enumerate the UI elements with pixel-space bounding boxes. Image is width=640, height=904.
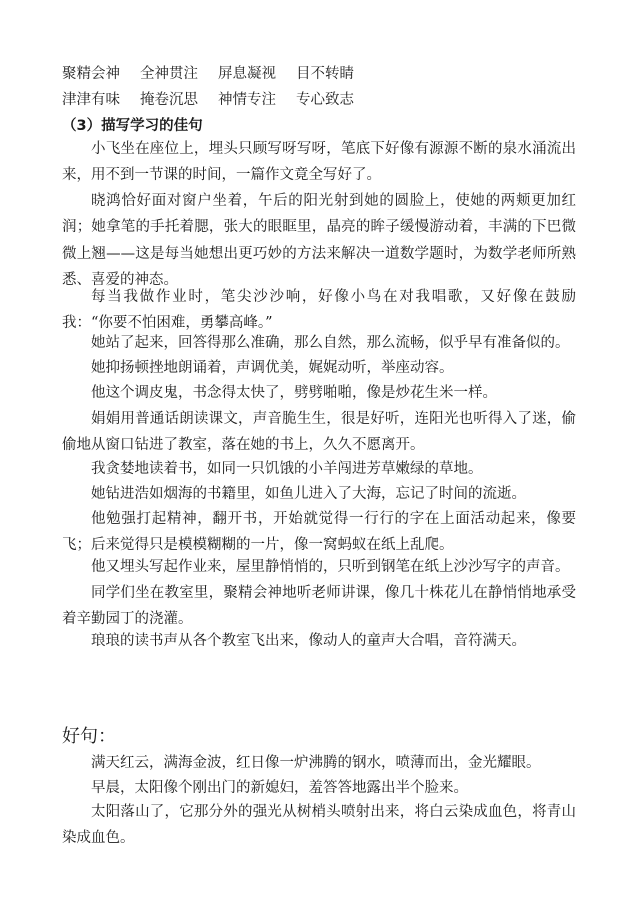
idiom: 聚精会神 (62, 66, 120, 82)
idiom: 全神贯注 (140, 66, 198, 82)
idiom: 屏息凝视 (218, 66, 276, 82)
paragraph: 他又埋头写起作业来，屋里静悄悄的，只听到钢笔在纸上沙沙写字的声音。 (91, 559, 570, 575)
paragraph: 她钻进浩如烟海的书籍里，如鱼儿进入了大海，忘记了时间的流逝。 (91, 486, 526, 502)
paragraph: 每当我做作业时，笔尖沙沙响，好像小鸟在对我唱歌，又好像在鼓励我：“你要不怕困难，勇攀高峰。” (62, 289, 576, 332)
paragraph: 我贪婪地读着书，如同一只饥饿的小羊闯进芳草嫩绿的草地。 (91, 461, 483, 477)
paragraph: 同学们坐在教室里，聚精会神地听老师讲课，像几十株花儿在静悄悄地承受着辛勤园丁的浇灌。 (62, 585, 576, 628)
good-sentences-heading: 好句： (62, 726, 116, 747)
paragraph: 他勉强打起精神，翻开书，开始就觉得一行行的字在上面活动起来，像要飞；后来觉得只是模模糊糊的一片，像一窝蚂蚁在纸上乱爬。 (62, 511, 576, 554)
paragraph: 小飞坐在座位上，埋头只顾写呀写呀，笔底下好像有源源不断的泉水涌流出来，用不到一节课的时间，一篇作文竟全写好了。 (62, 141, 576, 184)
idiom: 津津有味 (62, 92, 120, 108)
idiom: 神情专注 (218, 92, 276, 108)
idiom: 掩卷沉思 (140, 92, 198, 108)
idiom: 专心致志 (296, 92, 354, 108)
paragraph: 琅琅的读书声从各个教室飞出来，像动人的童声大合唱，音符满天。 (91, 633, 526, 649)
idiom-row-1 (62, 64, 374, 84)
paragraph: 她站了起来，回答得那么准确，那么自然，那么流畅，似乎早有准备似的。 (91, 335, 570, 351)
paragraph: 她抑扬顿挫地朗诵着，声调优美，娓娓动听，举座动容。 (91, 360, 454, 376)
paragraph: 他这个调皮鬼，书念得太快了，劈劈啪啪，像是炒花生米一样。 (91, 385, 497, 401)
paragraph: 太阳落山了，它那分外的强光从树梢头喷射出来，将白云染成血色，将青山染成血色。 (62, 804, 576, 847)
paragraph: 满天红云，满海金波，红日像一炉沸腾的钢水，喷薄而出，金光耀眼。 (91, 755, 541, 771)
section-heading: （3）描写学习的佳句 (62, 118, 203, 134)
idiom: 目不转睛 (296, 66, 354, 82)
paragraph: 晓鸿恰好面对窗户坐着，午后的阳光射到她的圆脸上，使她的两颊更加红润；她拿笔的手托着腮，张大的眼眶里，晶亮的眸子缓慢游动着，丰满的下巴微微上翘——这是每当她想出更巧妙的方法来解决一道数学题时，为数学老师所熟悉、喜爱的神态。 (62, 193, 576, 289)
paragraph: 早晨，太阳像个刚出门的新媳妇，羞答答地露出半个脸来。 (91, 780, 468, 796)
idiom-row-2 (62, 90, 374, 110)
paragraph: 娟娟用普通话朗读课文，声音脆生生，很是好听，连阳光也听得入了迷，偷偷地从窗口钻进了教室，落在她的书上，久久不愿离开。 (62, 411, 576, 454)
